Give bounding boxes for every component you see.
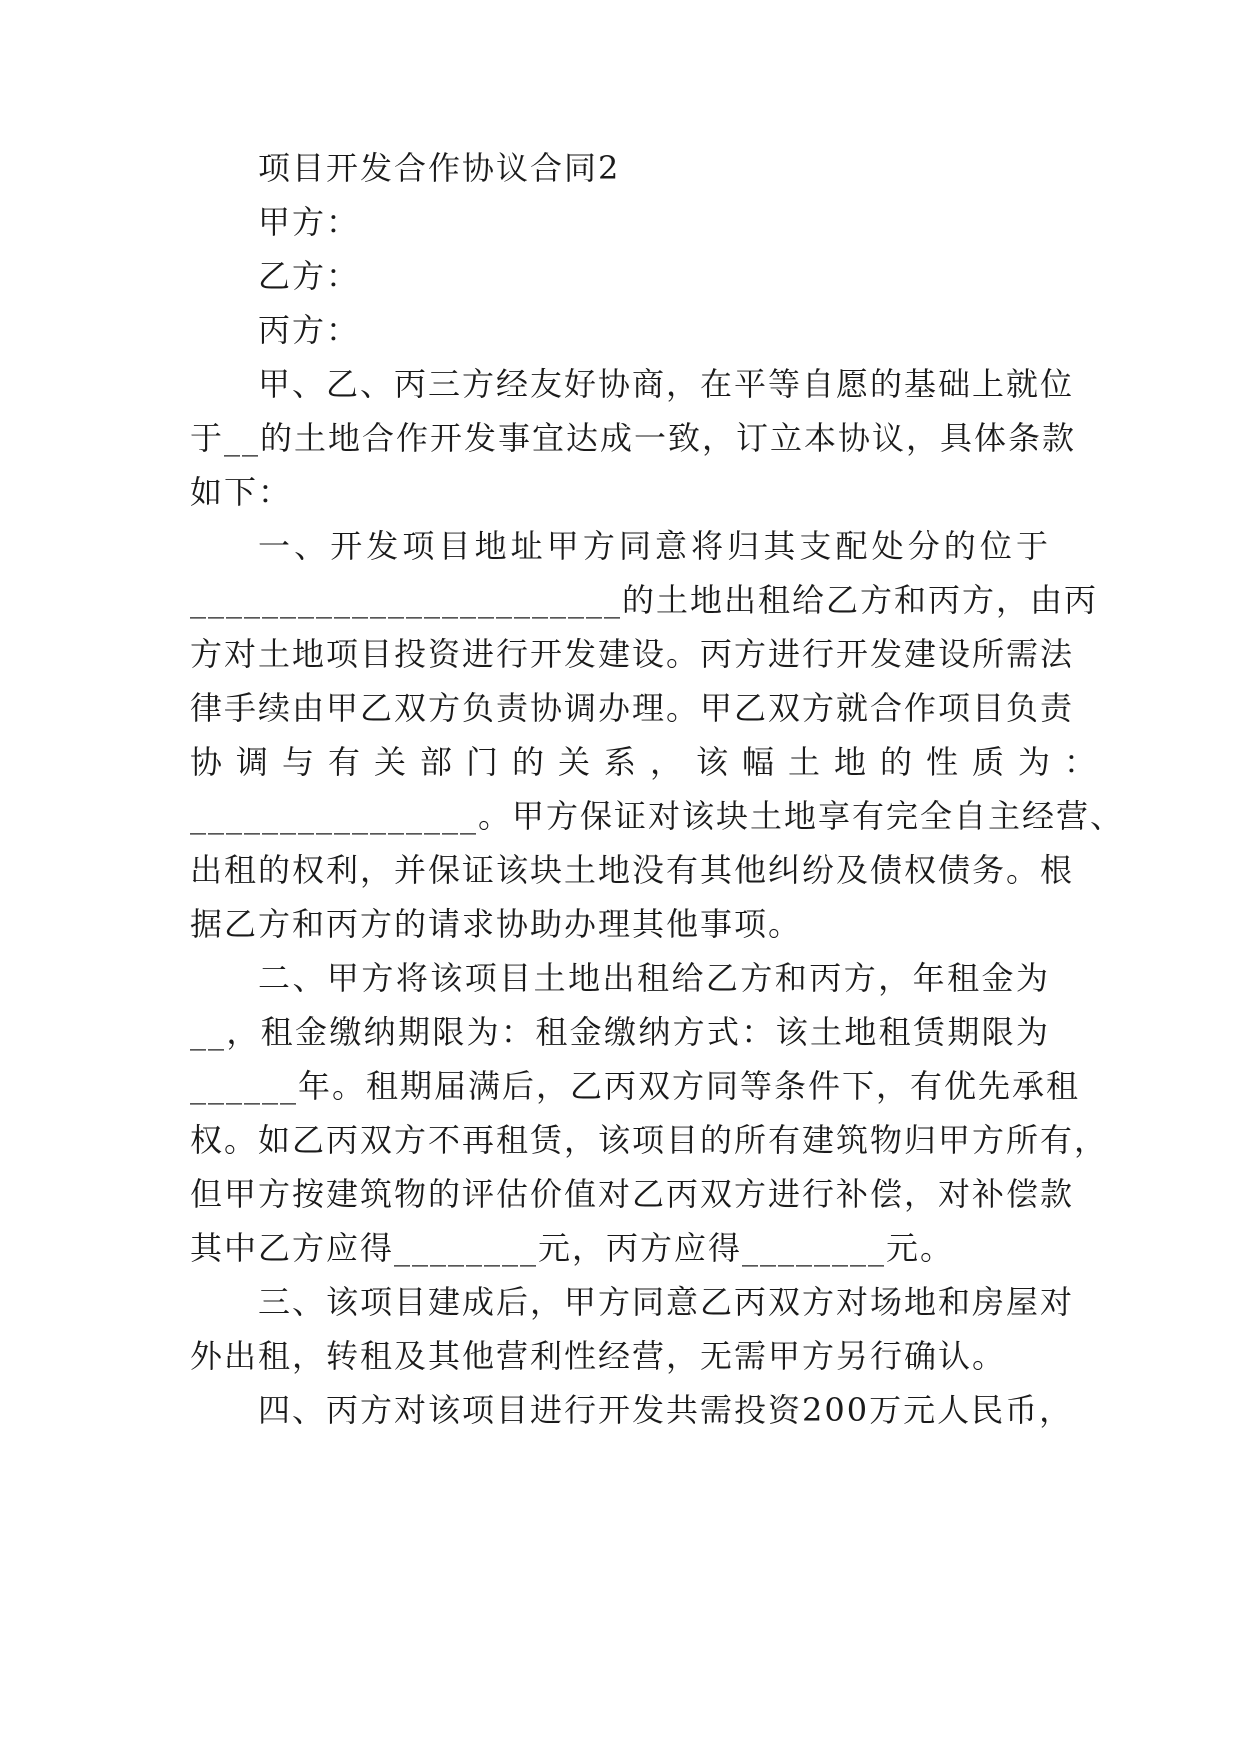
paragraph-line: ________________________的土地出租给乙方和丙方，由丙 (190, 581, 1099, 619)
paragraph-line: 三、该项目建成后，甲方同意乙丙双方对场地和房屋对 (258, 1283, 1075, 1321)
paragraph-line: ________________。甲方保证对该块土地享有完全自主经营、 (190, 797, 1125, 835)
paragraph-line: 方对土地项目投资进行开发建设。丙方进行开发建设所需法 (190, 635, 1075, 673)
paragraph-line: ______年。租期届满后，乙丙双方同等条件下，有优先承租 (190, 1067, 1081, 1105)
paragraph-line: 四、丙方对该项目进行开发共需投资200万元人民币， (258, 1391, 1074, 1429)
paragraph-line: 其中乙方应得________元，丙方应得________元。 (190, 1229, 955, 1267)
party-c-label: 丙方： (258, 311, 361, 349)
party-a-label: 甲方： (258, 203, 361, 241)
paragraph-line: 出租的权利，并保证该块土地没有其他纠纷及债权债务。根 (190, 851, 1075, 889)
paragraph-line: 甲、乙、丙三方经友好协商，在平等自愿的基础上就位 (258, 365, 1075, 403)
paragraph-line: 二、甲方将该项目土地出租给乙方和丙方，年租金为 (258, 959, 1050, 997)
paragraph-line: __，租金缴纳期限为：租金缴纳方式：该土地租赁期限为 (190, 1013, 1050, 1051)
paragraph-line: 如下： (190, 473, 293, 511)
party-b-label: 乙方： (258, 257, 361, 295)
paragraph-line: 权。如乙丙双方不再租赁，该项目的所有建筑物归甲方所有， (190, 1121, 1109, 1159)
document-title: 项目开发合作协议合同2 (258, 149, 621, 187)
paragraph-line: 协调与有关部门的关系，该幅土地的性质为： (190, 743, 1111, 781)
paragraph-line: 律手续由甲乙双方负责协调办理。甲乙双方就合作项目负责 (190, 689, 1075, 727)
paragraph-line: 但甲方按建筑物的评估价值对乙丙双方进行补偿，对补偿款 (190, 1175, 1075, 1213)
paragraph-line: 一、开发项目地址甲方同意将归其支配处分的位于 (258, 527, 1050, 565)
paragraph-line: 外出租，转租及其他营利性经营，无需甲方另行确认。 (190, 1337, 1007, 1375)
paragraph-line: 于__的土地合作开发事宜达成一致，订立本协议，具体条款 (190, 419, 1077, 457)
paragraph-line: 据乙方和丙方的请求协助办理其他事项。 (190, 905, 803, 943)
